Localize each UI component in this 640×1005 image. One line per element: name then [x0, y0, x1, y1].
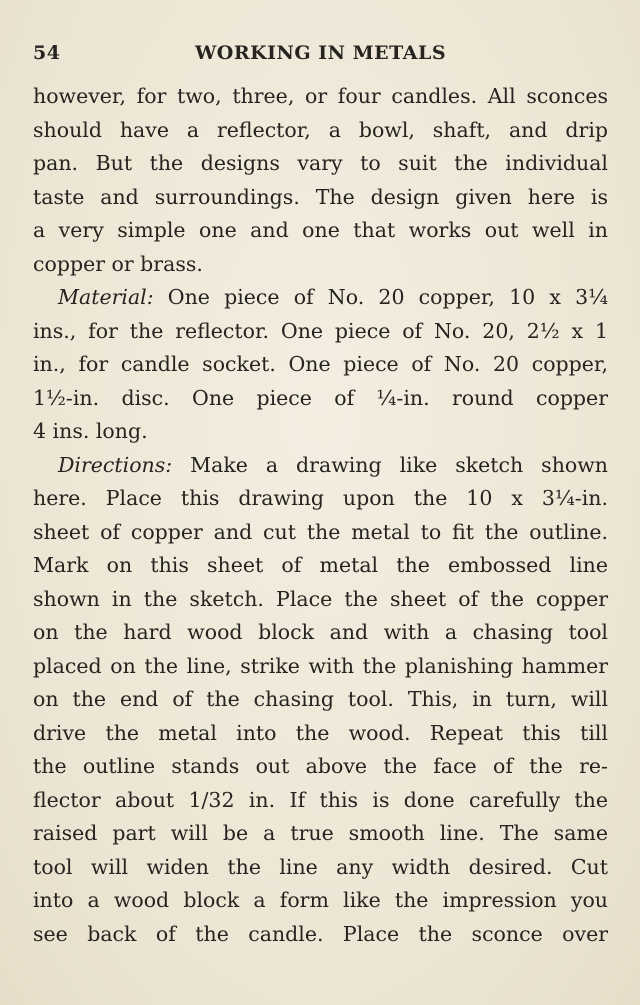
text-line: see back of the candle. Place the sconce over	[33, 921, 608, 946]
directions-paragraph-start: Directions: Make a drawing like sketch shown	[58, 452, 608, 477]
text-line: shown in the sketch. Place the sheet of the copper	[33, 586, 608, 611]
text-line: drive the metal into the wood. Repeat this till	[33, 720, 608, 745]
text-line: a very simple one and one that works out well in	[33, 218, 608, 242]
text-line: 4 ins. long.	[33, 419, 148, 443]
material-paragraph-start: Material: One piece of No. 20 copper, 10 x 3¼	[58, 285, 608, 309]
text-line: in., for candle socket. One piece of No. 20 copper,	[33, 352, 608, 376]
text-line: here. Place this drawing upon the 10 x 3¼-in.	[33, 486, 608, 510]
text-line: on the hard wood block and with a chasing tool	[33, 620, 608, 644]
text-line: into a wood block a form like the impression you	[33, 888, 608, 912]
text-line: the outline stands out above the face of the re-	[33, 754, 608, 778]
directions-label: Directions:	[58, 452, 173, 477]
page-number: 54	[33, 42, 61, 64]
text-line: sheet of copper and cut the metal to fit the outline.	[33, 519, 608, 544]
text-line: placed on the line, strike with the planishing hammer	[33, 653, 608, 678]
text-line: tool will widen the line any width desired. Cut	[33, 854, 608, 879]
text-line: should have a reflector, a bowl, shaft, and drip	[33, 117, 608, 142]
running-head: WORKING IN METALS	[194, 42, 447, 64]
text-line: raised part will be a true smooth line. The same	[33, 821, 608, 845]
material-label: Material:	[58, 285, 154, 309]
text-line: pan. But the designs vary to suit the individual	[33, 151, 608, 175]
body-text	[33, 80, 608, 951]
text-line: 1½-in. disc. One piece of ¼-in. round copper	[33, 385, 608, 410]
text-line: however, for two, three, or four candles. All sconces	[33, 84, 608, 108]
text-line: Mark on this sheet of metal the embossed line	[33, 553, 608, 577]
text-line: flector about 1/32 in. If this is done carefully the	[33, 787, 608, 812]
text-line: taste and surroundings. The design given here is	[33, 184, 608, 209]
page-header	[33, 42, 608, 70]
text-line: ins., for the reflector. One piece of No. 20, 2½ x 1	[33, 318, 608, 343]
text-line: copper or brass.	[33, 251, 203, 276]
text-line: on the end of the chasing tool. This, in turn, will	[33, 687, 608, 711]
